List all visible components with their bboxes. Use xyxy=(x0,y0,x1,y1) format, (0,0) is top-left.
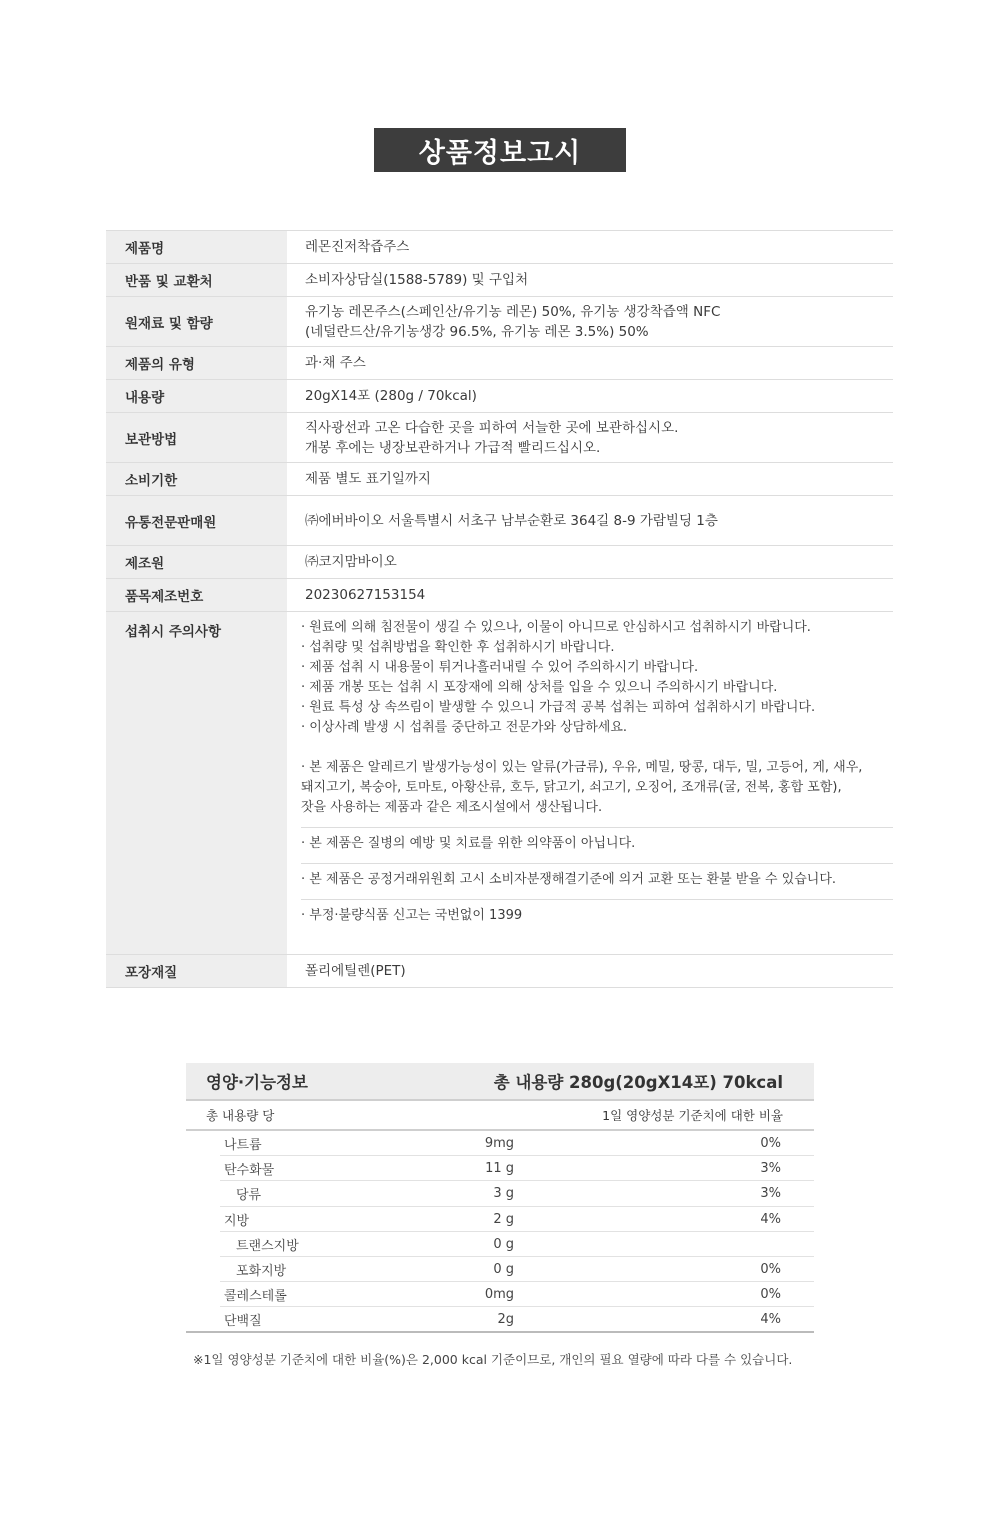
nutrition-row xyxy=(186,1232,814,1257)
info-value-line: 유기농 레몬주스(스페인산/유기농 레몬) 50%, 유기농 생강착즙액 NFC xyxy=(305,303,721,320)
info-value xyxy=(287,380,893,412)
info-value-line: (네덜란드산/유기농생강 96.5%, 유기농 레몬 3.5%) 50% xyxy=(305,323,649,340)
nutrition-row xyxy=(186,1207,814,1232)
info-value xyxy=(287,413,893,462)
info-value-line: 소비자상담실(1588-5789) 및 구입처 xyxy=(305,272,529,288)
caution-line: · 본 제품은 질병의 예방 및 치료를 위한 의약품이 아닙니다. xyxy=(301,836,636,851)
nutrient-daily-percent: 0% xyxy=(760,1136,781,1152)
nutrient-amount: 2g xyxy=(497,1312,514,1328)
info-value-line: 직사광선과 고온 다습한 곳을 피하여 서늘한 곳에 보관하십시오. xyxy=(305,419,679,436)
info-row-caution xyxy=(106,612,893,955)
nutrition-sub-right: 1일 영양성분 기준치에 대한 비율 xyxy=(602,1108,783,1123)
nutrient-daily-percent: 0% xyxy=(760,1287,781,1303)
info-label: 포장재질 xyxy=(106,955,287,987)
info-row xyxy=(106,496,893,546)
nutrient-daily-percent: 3% xyxy=(760,1186,781,1202)
nutrient-name: 지방 xyxy=(224,1213,250,1229)
info-row xyxy=(106,264,893,297)
caution-line: · 제품 섭취 시 내용물이 튀거나흘러내릴 수 있어 주의하시기 바랍니다. xyxy=(301,660,699,675)
caution-line: · 제품 개봉 또는 섭취 시 포장재에 의해 상처를 입을 수 있으니 주의하시기 바랍니다. xyxy=(301,680,778,695)
caution-line: · 원료 특성 상 속쓰림이 발생할 수 있으니 가급적 공복 섭취는 피하여 섭취하시기 바랍니다. xyxy=(301,700,816,715)
nutrient-name: 나트륨 xyxy=(224,1138,262,1154)
nutrition-title: 영양·기능정보 xyxy=(206,1073,308,1092)
nutrient-daily-percent: 0% xyxy=(760,1262,781,1278)
nutrient-name: 콜레스테롤 xyxy=(224,1289,287,1305)
info-label: 반품 및 교환처 xyxy=(106,264,287,296)
info-label: 소비기한 xyxy=(106,463,287,495)
nutrient-name: 탄수화물 xyxy=(224,1163,275,1179)
info-row xyxy=(106,579,893,612)
caution-block xyxy=(301,899,893,935)
caution-block xyxy=(301,827,893,863)
nutrition-row xyxy=(186,1282,814,1307)
info-value xyxy=(287,496,893,545)
info-label: 섭취시 주의사항 xyxy=(106,612,287,954)
nutrient-amount: 3 g xyxy=(493,1186,514,1202)
info-row xyxy=(106,231,893,264)
nutrient-amount: 9mg xyxy=(484,1136,514,1152)
caution-line: 돼지고기, 복숭아, 토마토, 아황산류, 호두, 닭고기, 쇠고기, 오징어, 조개류(굴, 전복, 홍합 포함), xyxy=(301,780,842,795)
info-value xyxy=(287,297,893,346)
nutrition-row xyxy=(186,1181,814,1206)
product-info-table xyxy=(106,230,893,988)
nutrition-row xyxy=(186,1257,814,1282)
info-row xyxy=(106,413,893,463)
caution-line: · 섭취량 및 섭취방법을 확인한 후 섭취하시기 바랍니다. xyxy=(301,640,615,655)
caution-line: · 부정·불량식품 신고는 국번없이 1399 xyxy=(301,908,523,923)
nutrient-name: 당류 xyxy=(236,1188,262,1204)
caution-line: · 원료에 의해 침전물이 생길 수 있으나, 이물이 아니므로 안심하시고 섭취하시기 바랍니다. xyxy=(301,620,811,635)
page-title: 상품정보고시 xyxy=(374,128,626,172)
info-value-line: ㈜에버바이오 서울특별시 서초구 남부순환로 364길 8-9 가람빌딩 1층 xyxy=(305,512,718,529)
info-row xyxy=(106,347,893,380)
info-value-line: 폴리에틸렌(PET) xyxy=(305,963,406,979)
nutrient-name: 단백질 xyxy=(224,1314,262,1330)
info-row xyxy=(106,463,893,496)
nutrient-amount: 0mg xyxy=(484,1287,514,1303)
nutrient-amount: 11 g xyxy=(485,1161,514,1177)
caution-block xyxy=(301,863,893,899)
nutrient-amount: 2 g xyxy=(493,1211,514,1227)
caution-list xyxy=(287,612,893,954)
nutrient-amount: 0 g xyxy=(493,1262,514,1278)
nutrition-note: ※1일 영양성분 기준치에 대한 비율(%)은 2,000 kcal 기준이므로, 개인의 필요 열량에 따라 다를 수 있습니다. xyxy=(193,1352,793,1367)
info-label: 제품의 유형 xyxy=(106,347,287,379)
nutrition-row xyxy=(186,1307,814,1332)
info-value xyxy=(287,231,893,263)
caution-line: 잣을 사용하는 제품과 같은 제조시설에서 생산됩니다. xyxy=(301,800,603,815)
nutrient-daily-percent: 4% xyxy=(760,1312,781,1328)
info-row xyxy=(106,380,893,413)
nutrition-row xyxy=(186,1156,814,1181)
info-value-line: 20gX14포 (280g / 70kcal) xyxy=(305,388,477,404)
nutrition-rows xyxy=(186,1131,814,1333)
info-label: 원재료 및 함량 xyxy=(106,297,287,346)
info-label: 내용량 xyxy=(106,380,287,412)
nutrition-table xyxy=(186,1063,814,1333)
nutrition-total: 총 내용량 280g(20gX14포) 70kcal xyxy=(493,1073,783,1092)
nutrition-header xyxy=(186,1063,814,1099)
caution-line xyxy=(301,738,893,758)
nutrient-daily-percent: 3% xyxy=(760,1161,781,1177)
caution-block xyxy=(301,612,893,827)
info-value xyxy=(287,264,893,296)
info-value xyxy=(287,579,893,611)
info-value-line: 제품 별도 표기일까지 xyxy=(305,471,431,487)
info-label: 보관방법 xyxy=(106,413,287,462)
info-value xyxy=(287,463,893,495)
info-label: 제조원 xyxy=(106,546,287,578)
info-value-line: ㈜코지맘바이오 xyxy=(305,554,397,570)
info-row xyxy=(106,546,893,579)
caution-line: · 본 제품은 알레르기 발생가능성이 있는 알류(가금류), 우유, 메밀, 땅콩, 대두, 밀, 고등어, 게, 새우, xyxy=(301,760,863,775)
nutrition-subheader xyxy=(186,1099,814,1131)
nutrient-amount: 0 g xyxy=(493,1236,514,1252)
info-label: 제품명 xyxy=(106,231,287,263)
caution-line: · 이상사례 발생 시 섭취를 중단하고 전문가와 상담하세요. xyxy=(301,720,628,735)
info-value xyxy=(287,955,893,987)
info-label: 품목제조번호 xyxy=(106,579,287,611)
nutrient-daily-percent: 4% xyxy=(760,1211,781,1227)
nutrient-name: 트랜스지방 xyxy=(236,1238,299,1254)
info-value-line: 레몬진저착즙주스 xyxy=(305,239,410,255)
info-label: 유통전문판매원 xyxy=(106,496,287,545)
info-value-line: 과·채 주스 xyxy=(305,355,366,371)
info-value-line: 20230627153154 xyxy=(305,587,426,603)
caution-line: · 본 제품은 공정거래위원회 고시 소비자분쟁해결기준에 의거 교환 또는 환불 받을 수 있습니다. xyxy=(301,872,837,887)
nutrient-name: 포화지방 xyxy=(236,1264,287,1280)
nutrition-sub-left: 총 내용량 당 xyxy=(206,1108,275,1123)
info-row xyxy=(106,297,893,347)
nutrition-row xyxy=(186,1131,814,1156)
info-value xyxy=(287,546,893,578)
info-row-packaging xyxy=(106,955,893,988)
info-value-line: 개봉 후에는 냉장보관하거나 가급적 빨리드십시오. xyxy=(305,439,601,456)
info-value xyxy=(287,347,893,379)
